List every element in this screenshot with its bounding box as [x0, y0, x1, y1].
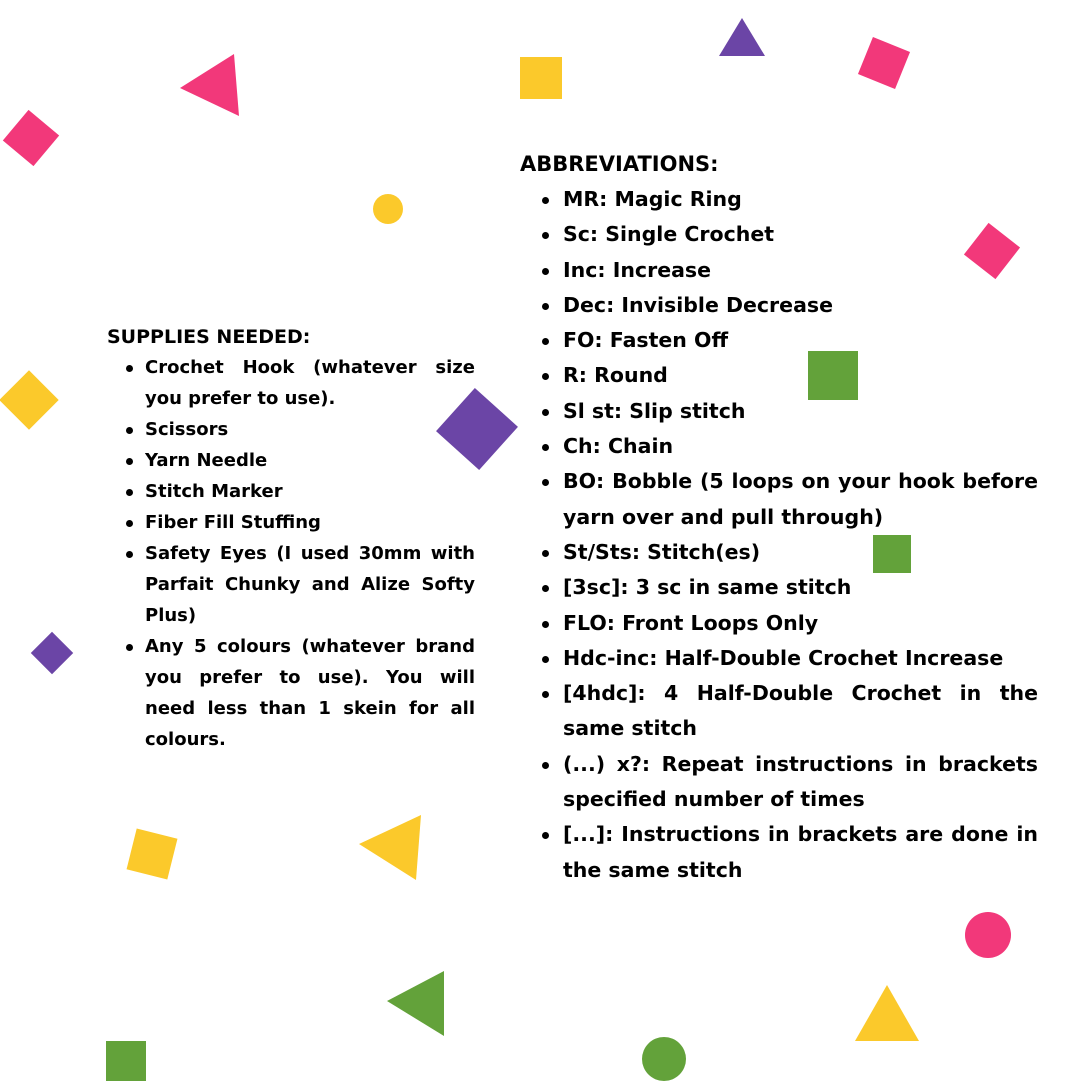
purple-square-shape	[31, 632, 73, 674]
list-item: Sl st: Slip stitch	[563, 394, 1038, 429]
list-item: Scissors	[145, 414, 475, 445]
list-item: [...]: Instructions in brackets are done in the same stitch	[563, 817, 1038, 888]
list-item: R: Round	[563, 358, 1038, 393]
list-item: Dec: Invisible Decrease	[563, 288, 1038, 323]
list-item: Safety Eyes (I used 30mm with Parfait Chunky and Alize Softy Plus)	[145, 538, 475, 631]
green-circle-shape	[642, 1037, 686, 1081]
list-item: Any 5 colours (whatever brand you prefer to use). You will need less than 1 skein for all colours.	[145, 631, 475, 755]
list-item: Crochet Hook (whatever size you prefer to use).	[145, 352, 475, 414]
list-item: [4hdc]: 4 Half-Double Crochet in the same stitch	[563, 676, 1038, 747]
yellow-triangle-shape	[852, 982, 922, 1044]
pink-square-shape	[3, 110, 59, 166]
list-item: Hdc-inc: Half-Double Crochet Increase	[563, 641, 1038, 676]
supplies-section	[107, 322, 475, 755]
list-item: [3sc]: 3 sc in same stitch	[563, 570, 1038, 605]
list-item: Yarn Needle	[145, 445, 475, 476]
yellow-square-shape	[127, 829, 178, 880]
green-triangle-shape	[384, 968, 448, 1038]
abbreviations-section	[520, 146, 1038, 888]
list-item: MR: Magic Ring	[563, 182, 1038, 217]
purple-triangle-shape	[716, 15, 768, 59]
pink-square-shape	[858, 37, 910, 89]
list-item: Fiber Fill Stuffing	[145, 507, 475, 538]
abbreviations-list	[520, 182, 1038, 888]
yellow-square-shape	[520, 57, 562, 99]
yellow-triangle-shape	[356, 812, 424, 882]
list-item: FLO: Front Loops Only	[563, 606, 1038, 641]
pink-circle-shape	[965, 912, 1011, 958]
list-item: (...) x?: Repeat instructions in brackets specified number of times	[563, 747, 1038, 818]
green-square-shape	[106, 1041, 146, 1081]
supplies-heading: SUPPLIES NEEDED:	[107, 326, 311, 348]
list-item: St/Sts: Stitch(es)	[563, 535, 1038, 570]
list-item: Sc: Single Crochet	[563, 217, 1038, 252]
list-item: Inc: Increase	[563, 253, 1038, 288]
list-item: Ch: Chain	[563, 429, 1038, 464]
yellow-square-shape	[0, 370, 59, 429]
list-item: BO: Bobble (5 loops on your hook before yarn over and pull through)	[563, 464, 1038, 535]
list-item: FO: Fasten Off	[563, 323, 1038, 358]
pink-triangle-shape	[176, 50, 242, 120]
supplies-list	[107, 352, 475, 755]
list-item: Stitch Marker	[145, 476, 475, 507]
yellow-circle-shape	[373, 194, 403, 224]
abbreviations-heading: ABBREVIATIONS:	[520, 152, 719, 176]
